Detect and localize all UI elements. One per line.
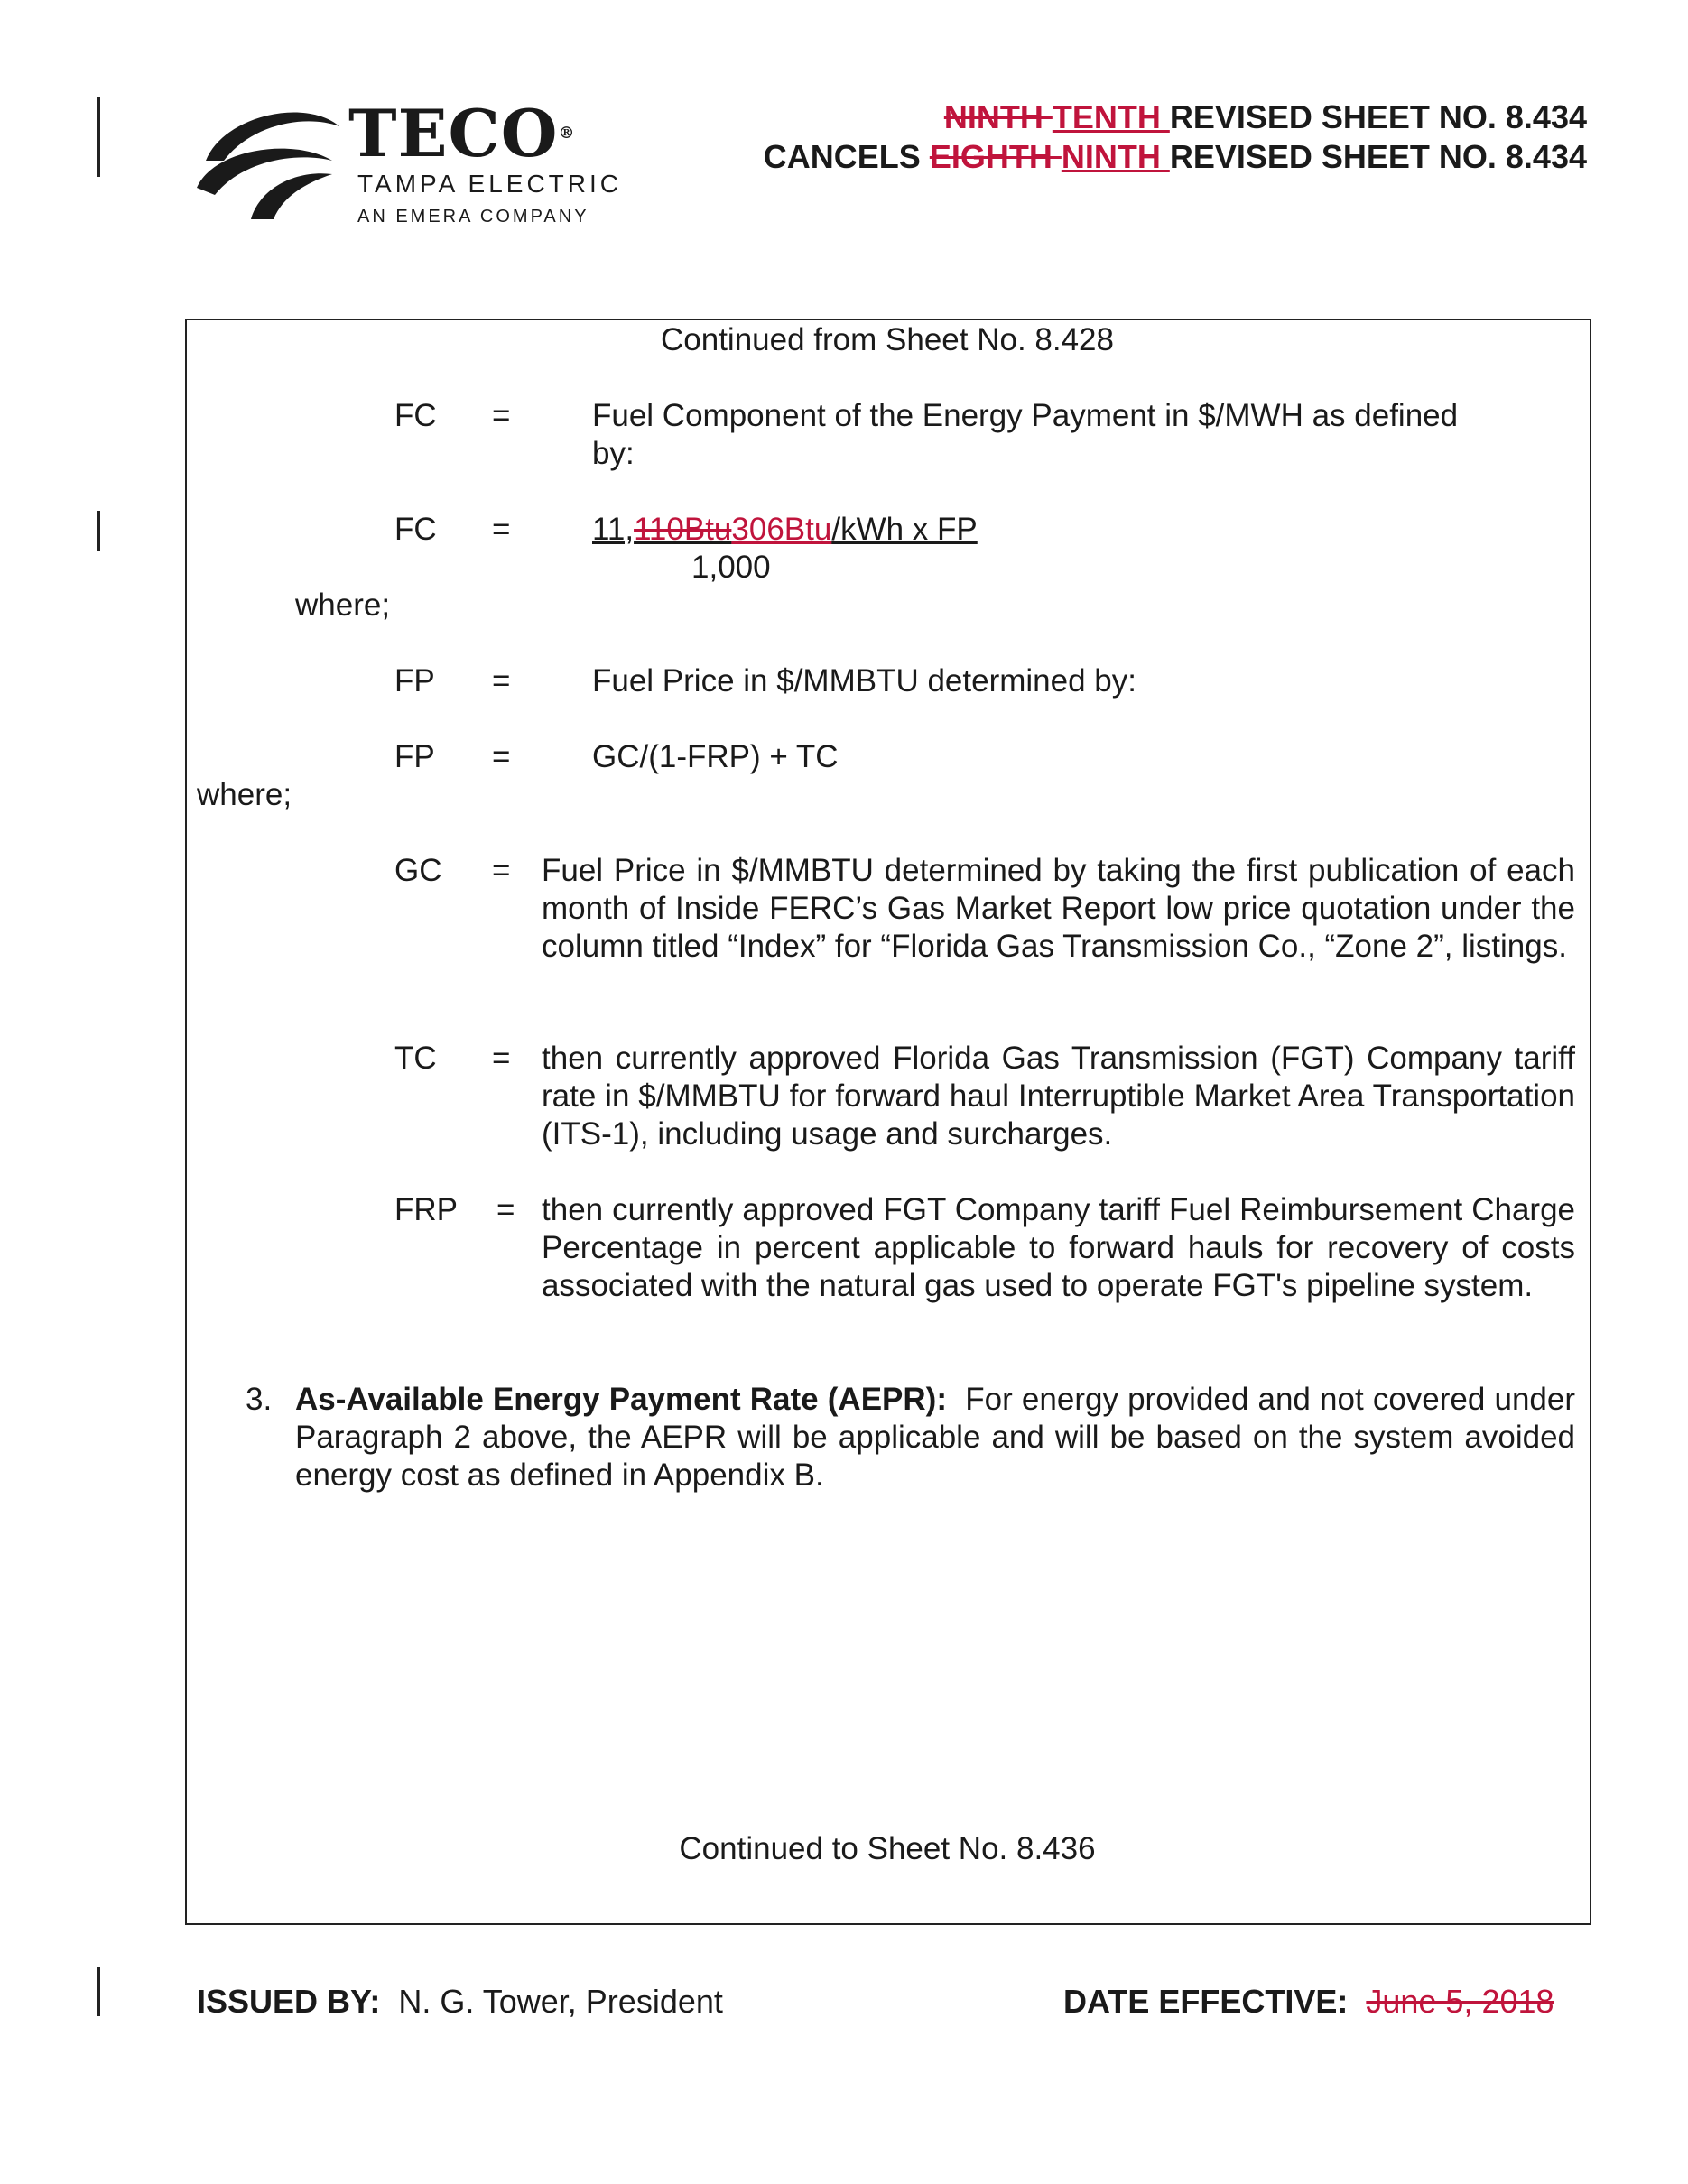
logo-brand: TECO® — [348, 95, 576, 171]
frp-equals: = — [496, 1192, 515, 1227]
revision-deleted: 110Btu — [634, 512, 732, 547]
revision-inserted: 306Btu — [731, 512, 832, 547]
item-3-paragraph — [295, 1381, 1575, 1495]
gc-label: GC — [394, 853, 442, 888]
revision-deleted: EIGHTH — [929, 138, 1062, 175]
date-effective-deleted: June 5, 2018 — [1366, 1983, 1554, 2020]
issued-by — [197, 1982, 723, 2022]
fp-formula-equals: = — [492, 739, 511, 774]
header-cancels-sheet: CANCELS EIGHTH NINTH REVISED SHEET NO. 8.434 — [763, 138, 1587, 175]
frp-label: FRP — [394, 1192, 458, 1227]
fc-label: FC — [394, 398, 437, 433]
swoosh-icon — [197, 97, 341, 220]
date-effective-label: DATE EFFECTIVE: — [1063, 1983, 1349, 2020]
header-revised-sheet: NINTH TENTH REVISED SHEET NO. 8.434 — [943, 98, 1587, 135]
fp-label: FP — [394, 663, 435, 699]
change-bar-footer — [97, 1967, 100, 2016]
item-3-number: 3. — [246, 1382, 273, 1417]
tc-equals: = — [492, 1041, 511, 1076]
fp-formula-label: FP — [394, 739, 435, 774]
fc-formula-denominator: 1,000 — [691, 550, 771, 585]
teco-logo — [197, 95, 666, 227]
gc-definition: Fuel Price in $/MMBTU determined by taking the first publication of each month of Inside FERC’s Gas Market Report low price quotation under the column titled “Index” for “Florida Gas Transmission Co., “Zone 2”, listings. — [542, 853, 1575, 964]
logo-emera: AN EMERA COMPANY — [357, 207, 589, 227]
item-3-title: As-Available Energy Payment Rate (AEPR): — [295, 1382, 947, 1417]
tc-label: TC — [394, 1041, 437, 1076]
change-bar-header — [97, 97, 100, 177]
where-2: where; — [197, 777, 292, 812]
issued-by-value: N. G. Tower, President — [398, 1983, 723, 2020]
fc-formula-label: FC — [394, 512, 437, 547]
where-1: where; — [295, 588, 391, 623]
fc-definition-line2: by: — [592, 436, 635, 471]
issued-by-label: ISSUED BY: — [197, 1983, 381, 2020]
continued-from: Continued from Sheet No. 8.428 — [661, 322, 1114, 357]
fp-equals: = — [492, 663, 511, 699]
revision-inserted: TENTH — [1052, 98, 1170, 135]
change-bar-fc-formula — [97, 511, 100, 551]
date-effective — [1063, 1982, 1554, 2022]
item-3-text: For energy provided and not covered under Paragraph 2 above, the AEPR will be applicable and will be based on the system avoided energy cost as defined in Appendix B. — [295, 1382, 1575, 1493]
fp-definition: Fuel Price in $/MMBTU determined by: — [592, 663, 1136, 699]
fc-equals: = — [492, 398, 511, 433]
fp-formula: GC/(1-FRP) + TC — [592, 739, 839, 774]
revision-deleted: NINTH — [943, 98, 1053, 135]
frp-definition: then currently approved FGT Company tariff Fuel Reimbursement Charge Percentage in percent applicable to forward hauls for recovery of costs associated with the natural gas used to operate FGT's pipeline system. — [542, 1192, 1575, 1303]
revision-inserted: NINTH — [1061, 138, 1170, 175]
fc-formula-equals: = — [492, 512, 511, 547]
logo-tampa-electric: TAMPA ELECTRIC — [357, 170, 623, 198]
gc-equals: = — [492, 853, 511, 888]
fc-formula-numerator: 11,110Btu306Btu/kWh x FP — [592, 512, 978, 547]
continued-to: Continued to Sheet No. 8.436 — [679, 1831, 1096, 1866]
fc-definition-line1: Fuel Component of the Energy Payment in $/MWH as defined — [592, 398, 1459, 433]
tc-definition: then currently approved Florida Gas Transmission (FGT) Company tariff rate in $/MMBTU for forward haul Interruptible Market Area Transportation (ITS-1), including usage and surcharges. — [542, 1041, 1575, 1152]
